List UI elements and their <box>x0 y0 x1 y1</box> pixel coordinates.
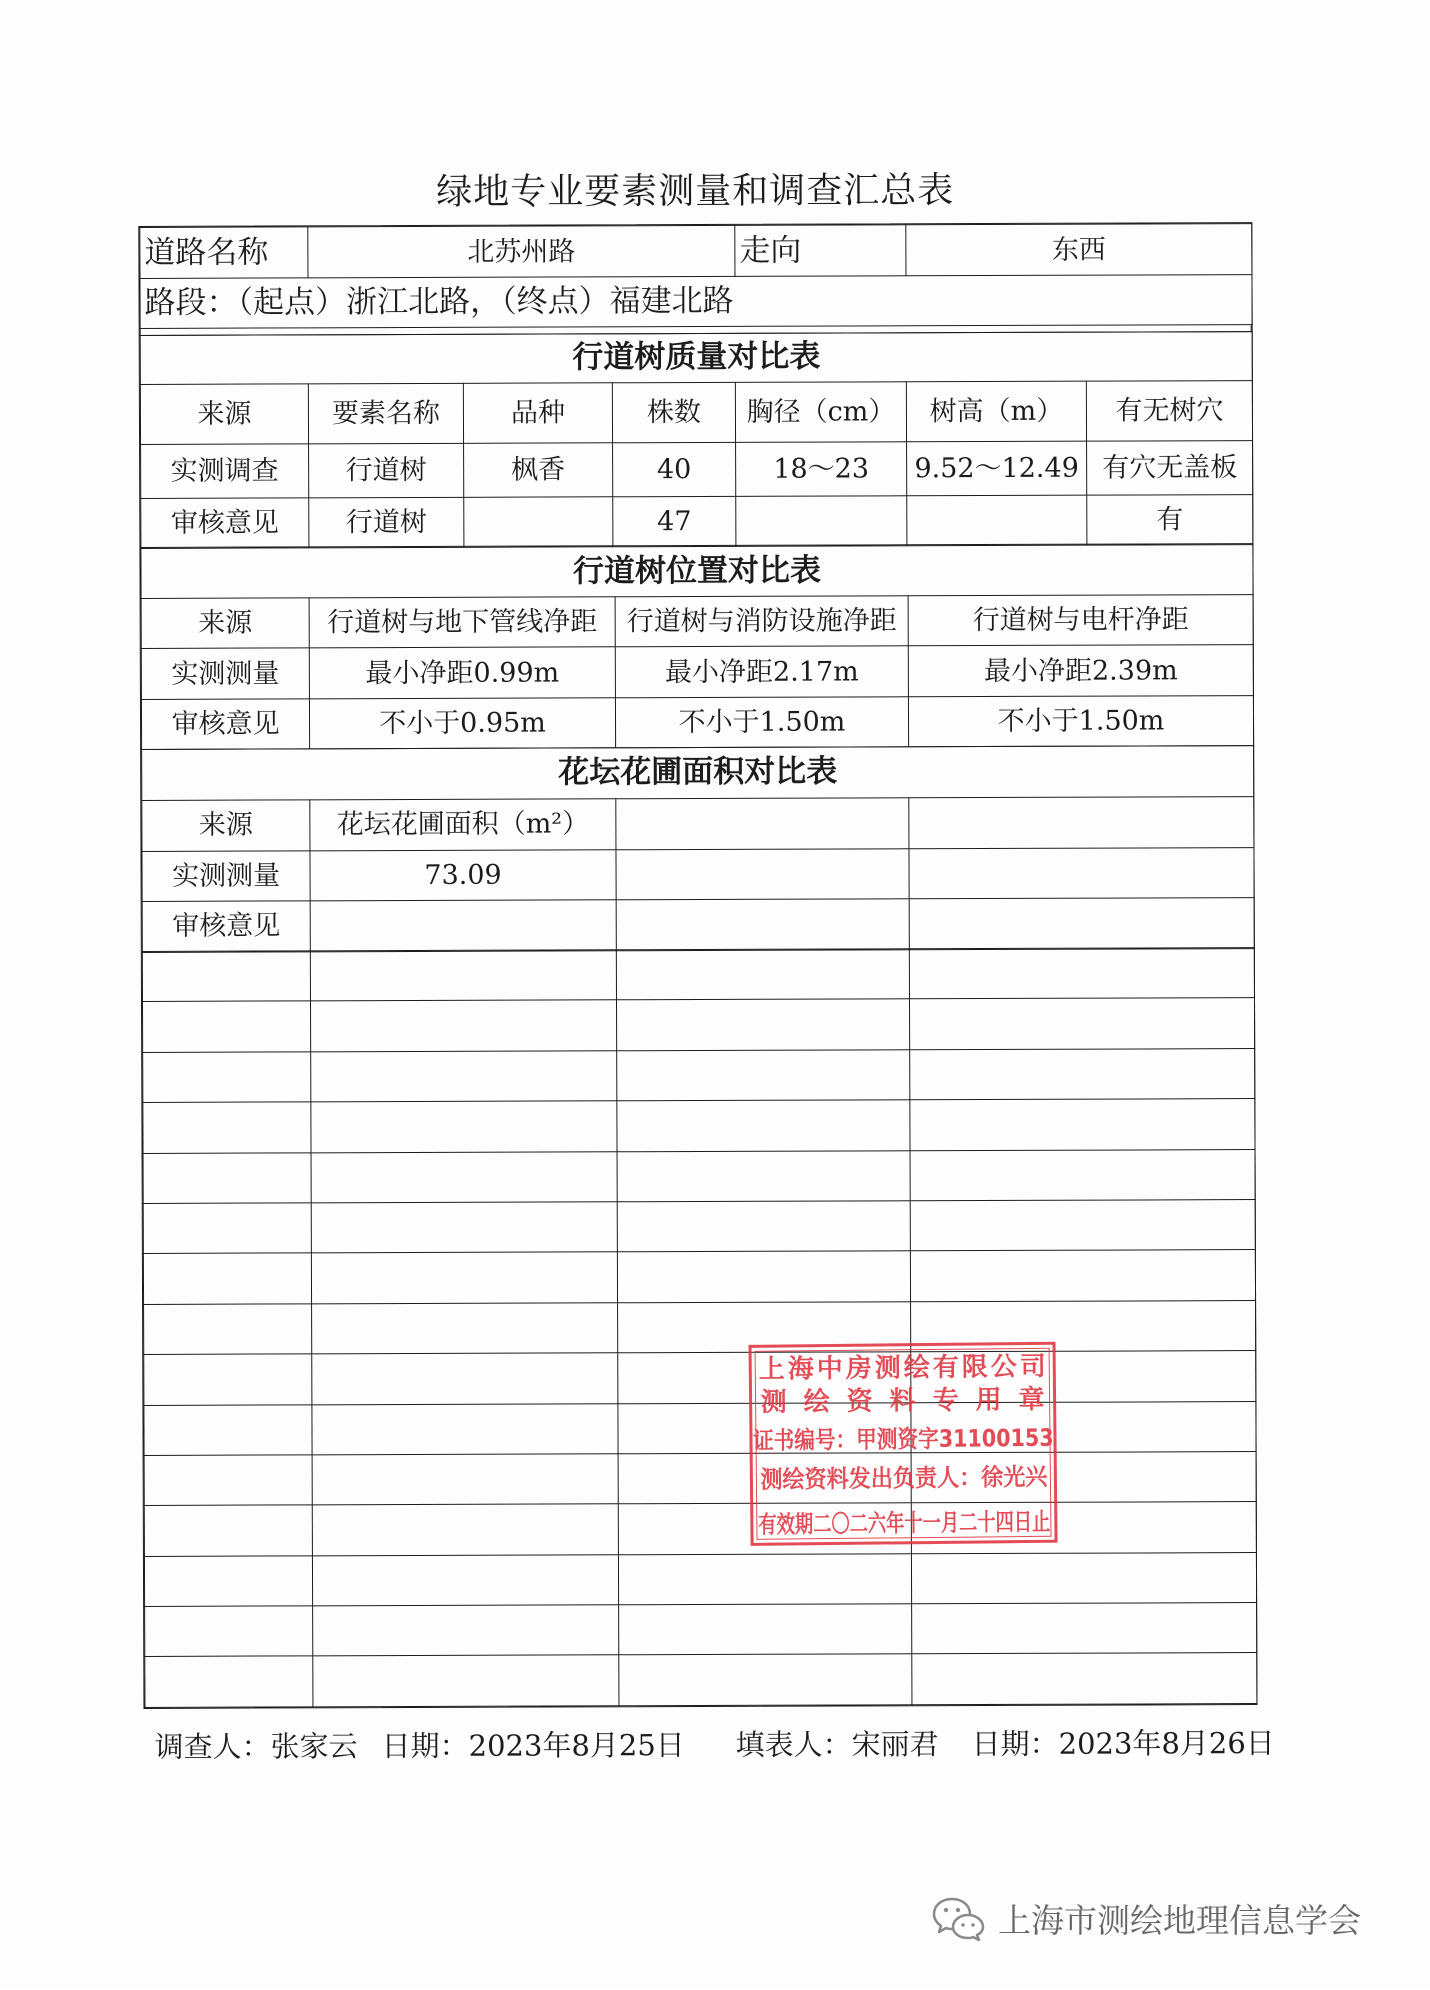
row-source: 实测调查 <box>141 443 309 498</box>
blank-row <box>144 1451 1256 1505</box>
pole-clearance-cell: 最小净距2.39m <box>908 645 1253 697</box>
blank-cell <box>312 1554 618 1605</box>
section-title-row <box>142 745 1254 800</box>
fire-facility-clearance-cell: 不小于1.50m <box>615 697 908 748</box>
blank-cell <box>912 1603 1257 1655</box>
tree-position-title: 行道树位置对比表 <box>141 544 1253 599</box>
document-title: 绿地专业要素测量和调查汇总表 <box>436 170 955 213</box>
blank-row <box>142 948 1254 1002</box>
road-segment-row <box>140 275 1252 329</box>
stamp-company-name: 上海中房测绘有限公司 <box>758 1351 1049 1385</box>
stamp-validity: 有效期二〇二六年十一月二十四日止 <box>757 1507 1050 1539</box>
header-pole-clearance: 行道树与电杆净距 <box>908 595 1253 646</box>
species-cell: 枫香 <box>464 442 613 497</box>
header-source: 来源 <box>140 383 308 444</box>
blank-cell <box>144 1354 312 1405</box>
blank-cell <box>910 1048 1255 1100</box>
pipeline-clearance-cell: 最小净距0.99m <box>309 647 615 699</box>
flower-bed-area-table <box>141 745 1255 953</box>
blank-cell <box>312 1303 618 1354</box>
blank-cell <box>143 1253 311 1304</box>
flower-bed-area-title: 花坛花圃面积对比表 <box>142 745 1254 800</box>
survey-date <box>382 1726 685 1765</box>
pipeline-clearance-cell: 不小于0.95m <box>309 698 615 749</box>
blank-cell <box>143 1001 311 1052</box>
fill-date-label: 日期： <box>971 1726 1059 1762</box>
blank-cell <box>143 1203 311 1254</box>
stamp-line <box>752 1384 1062 1419</box>
blank-row <box>144 1502 1256 1556</box>
table-row <box>141 440 1253 498</box>
blank-cell <box>142 951 310 1002</box>
blank-cell <box>311 1101 617 1152</box>
blank-cell <box>910 1200 1255 1252</box>
tree-position-table <box>140 543 1254 750</box>
section-title-row <box>140 331 1252 384</box>
blank-cell <box>311 1252 617 1303</box>
blank-cell <box>144 1556 312 1607</box>
header-source: 来源 <box>142 799 310 851</box>
blank-row <box>143 1048 1255 1102</box>
watermark-text: 上海市测绘地理信息学会 <box>998 1900 1361 1940</box>
blank-cell <box>312 1454 618 1505</box>
table-header-row <box>142 796 1254 851</box>
header-tree-pit: 有无树穴 <box>1086 380 1252 441</box>
filler-name: 宋丽君 <box>851 1727 939 1762</box>
stamp-seal-type: 测绘资料专用章 <box>760 1384 1062 1418</box>
blank-cell <box>619 1604 912 1655</box>
flower-bed-area-cell <box>310 899 616 951</box>
pole-clearance-cell: 不小于1.50m <box>908 696 1253 747</box>
wechat-watermark <box>932 1892 1361 1944</box>
surveyor <box>155 1727 358 1766</box>
section-title-row <box>141 544 1253 599</box>
blank-cell <box>310 950 616 1001</box>
stamp-line <box>752 1422 1053 1457</box>
survey-date-label: 日期： <box>381 1728 469 1764</box>
blank-cell <box>311 1051 617 1102</box>
element-name-cell: 行道树 <box>309 497 464 548</box>
empty-cell <box>616 848 909 899</box>
blank-cell <box>311 1202 617 1253</box>
header-tree-height: 树高（m） <box>906 381 1086 442</box>
species-cell <box>464 496 613 547</box>
blank-row <box>143 1200 1255 1254</box>
header-species: 品种 <box>463 382 612 443</box>
blank-row <box>144 1401 1256 1455</box>
blank-cell <box>145 1606 313 1657</box>
blank-cell <box>910 1099 1255 1151</box>
road-info-table <box>139 223 1252 329</box>
company-seal-stamp <box>749 1342 1062 1546</box>
blank-cell <box>312 1504 618 1555</box>
blank-cell <box>910 1149 1255 1201</box>
table-row <box>142 847 1254 901</box>
fill-date-value: 2023年8月26日 <box>1058 1725 1275 1761</box>
blank-cell <box>910 1250 1255 1302</box>
blank-row <box>145 1653 1257 1707</box>
blank-cell <box>909 998 1254 1050</box>
tree-height-cell <box>907 495 1087 546</box>
empty-cell <box>909 897 1254 949</box>
blank-row <box>143 1149 1255 1203</box>
fill-date <box>972 1724 1275 1763</box>
blank-cell <box>313 1655 619 1706</box>
blank-cell <box>617 1050 910 1101</box>
flower-bed-area-cell: 73.09 <box>310 849 616 900</box>
surveyor-name: 张家云 <box>270 1729 358 1764</box>
road-name-row <box>140 224 1252 279</box>
stamp-responsible-person: 测绘资料发出负责人：徐光兴 <box>759 1462 1048 1494</box>
stamp-certificate-number: 证书编号：甲测资字31100153 <box>752 1423 1054 1455</box>
blank-cell <box>313 1605 619 1656</box>
blank-cell <box>619 1654 912 1705</box>
surveyor-label: 调查人： <box>154 1729 271 1764</box>
blank-cell <box>618 1553 911 1604</box>
table-header-row <box>140 380 1252 444</box>
blank-cell <box>311 1151 617 1202</box>
empty-cell <box>616 898 909 950</box>
blank-cell <box>311 1000 617 1051</box>
blank-row <box>145 1603 1257 1657</box>
blank-cell <box>909 948 1254 1000</box>
table-row <box>142 897 1254 952</box>
header-pipeline-clearance: 行道树与地下管线净距 <box>309 597 615 648</box>
table-header-row <box>141 595 1253 649</box>
blank-cell <box>145 1656 313 1707</box>
blank-cell <box>616 949 909 1000</box>
blank-cell <box>143 1102 311 1153</box>
row-source: 实测测量 <box>142 850 310 901</box>
blank-cell <box>617 1150 910 1201</box>
count-cell: 47 <box>613 496 736 546</box>
trunk-diameter-cell: 18～23 <box>736 441 907 496</box>
blank-row <box>143 1250 1255 1304</box>
header-trunk-diameter: 胸径（cm） <box>735 381 906 442</box>
blank-cell <box>617 1251 910 1302</box>
road-name-label: 道路名称 <box>140 227 308 279</box>
direction-label: 走向 <box>735 225 906 277</box>
blank-cell <box>144 1505 312 1556</box>
survey-date-value: 2023年8月25日 <box>468 1728 685 1763</box>
tree-pit-cell: 有 <box>1087 494 1253 545</box>
blank-row <box>144 1351 1256 1405</box>
stamp-line <box>752 1351 1053 1386</box>
filler-label: 填表人： <box>735 1727 852 1762</box>
empty-cell <box>909 847 1254 898</box>
element-name-cell: 行道树 <box>309 443 464 498</box>
table-row <box>141 696 1253 750</box>
blank-cell <box>144 1304 312 1355</box>
header-fire-facility-clearance: 行道树与消防设施净距 <box>615 596 908 647</box>
blank-cell <box>911 1552 1256 1604</box>
blank-cell <box>144 1455 312 1506</box>
blank-cell <box>143 1052 311 1103</box>
count-cell: 40 <box>613 442 736 496</box>
tree-pit-cell: 有穴无盖板 <box>1087 440 1253 495</box>
blank-rows-table <box>142 947 1258 1708</box>
blank-cell <box>312 1403 618 1454</box>
blank-cell <box>912 1653 1257 1705</box>
blank-row <box>144 1552 1256 1606</box>
survey-summary-form <box>139 223 1256 1708</box>
road-name-value: 北苏州路 <box>308 225 735 277</box>
blank-cell <box>143 1152 311 1203</box>
blank-row <box>144 1300 1256 1354</box>
row-source: 实测测量 <box>141 648 309 700</box>
fire-facility-clearance-cell: 最小净距2.17m <box>615 646 908 698</box>
blank-cell <box>617 1100 910 1151</box>
header-flower-bed-area: 花坛花圃面积（m²） <box>310 798 616 850</box>
stamp-line <box>753 1506 1054 1541</box>
blank-cell <box>617 1201 910 1252</box>
blank-row <box>143 1099 1255 1153</box>
blank-cell <box>312 1353 618 1404</box>
header-element-name: 要素名称 <box>308 383 463 444</box>
trunk-diameter-cell <box>736 495 907 546</box>
tree-quality-title: 行道树质量对比表 <box>140 331 1252 384</box>
row-source: 审核意见 <box>142 900 310 952</box>
table-row <box>141 494 1253 548</box>
row-source: 审核意见 <box>141 497 309 548</box>
form-filler <box>736 1725 939 1764</box>
header-empty <box>616 797 909 849</box>
direction-value: 东西 <box>906 224 1252 276</box>
stamp-line <box>753 1461 1054 1496</box>
tree-quality-table <box>140 331 1254 549</box>
blank-row <box>143 998 1255 1052</box>
header-count: 株数 <box>612 382 735 442</box>
tree-height-cell: 9.52～12.49 <box>907 441 1087 496</box>
header-empty <box>909 796 1254 848</box>
blank-rows <box>142 948 1257 1708</box>
row-source: 审核意见 <box>141 699 309 750</box>
header-source: 来源 <box>141 598 309 649</box>
blank-cell <box>617 999 910 1050</box>
wechat-icon <box>932 1895 986 1941</box>
road-segment: 路段：（起点）浙江北路，（终点）福建北路 <box>140 275 1252 329</box>
blank-cell <box>144 1404 312 1455</box>
table-row <box>141 645 1253 700</box>
